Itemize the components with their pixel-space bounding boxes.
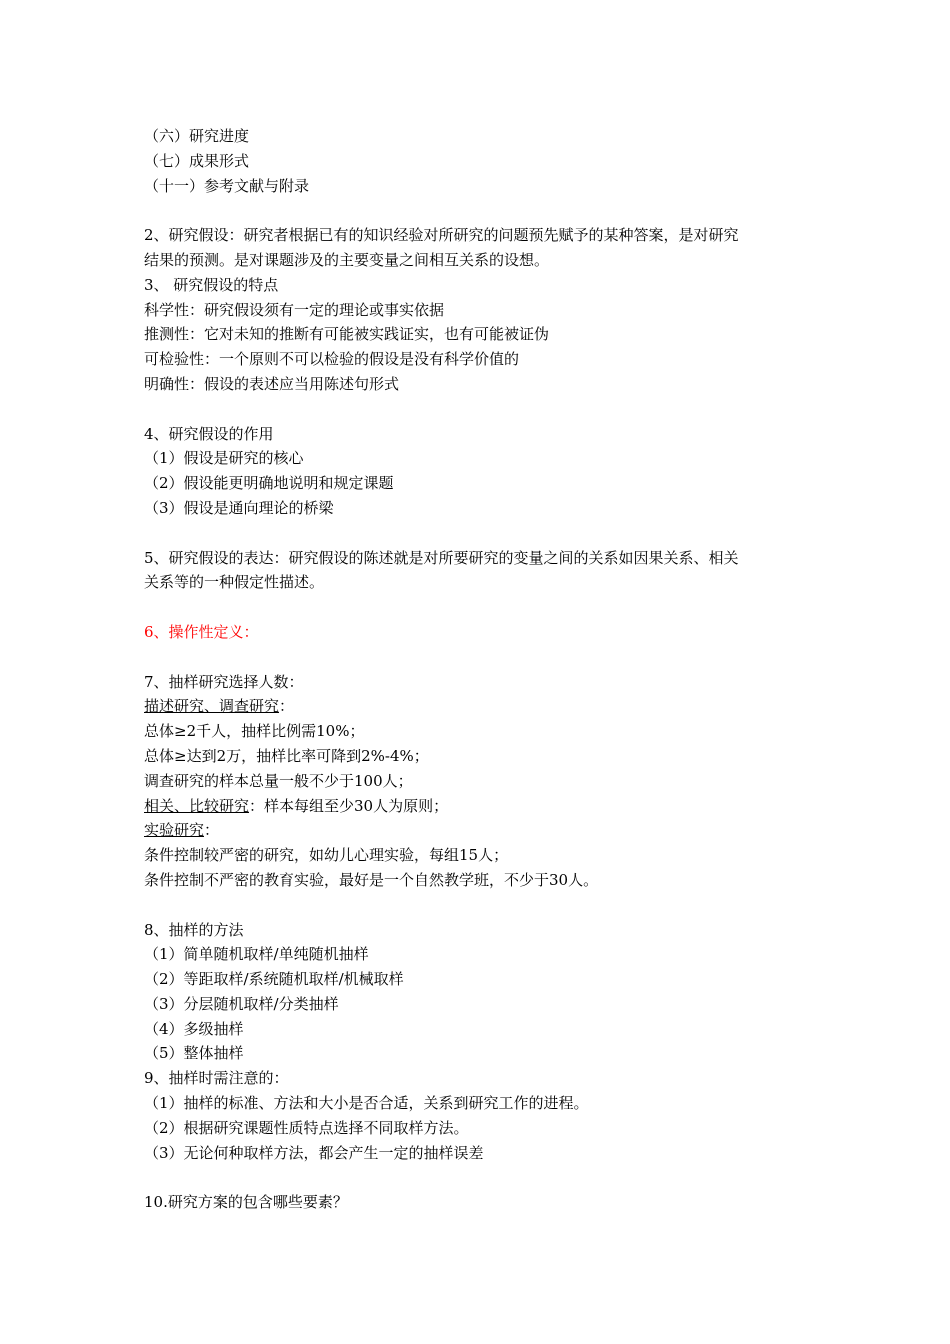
sampling-method-1: （1）简单随机取样/单纯随机抽样 — [144, 945, 369, 964]
feature-scientific: 科学性：研究假设须有一定的理论或事实依据 — [144, 300, 445, 319]
hypothesis-expression-line-2: 关系等的一种假定性描述。 — [144, 573, 325, 592]
correlational-research-line: 相关、比较研究：样本每组至少30人为原则； — [144, 796, 449, 815]
text-column — [144, 124, 824, 1215]
sampling-note-2: （2）根据研究课题性质特点选择不同取样方法。 — [144, 1118, 469, 1137]
sample-rule-1: 总体≥2千人，抽样比例需10%； — [144, 722, 365, 741]
sample-size-heading: 7、抽样研究选择人数： — [144, 672, 304, 691]
heading-result-form: （七）成果形式 — [144, 151, 250, 170]
sampling-method-5: （5）整体抽样 — [144, 1044, 244, 1063]
experimental-research-line: 实验研究： — [144, 821, 220, 840]
feature-speculative: 推测性：它对未知的推断有可能被实践证实，也有可能被证伪 — [144, 325, 550, 344]
role-item-3: （3）假设是通向理论的桥梁 — [144, 498, 334, 517]
sampling-methods-heading: 8、抽样的方法 — [144, 920, 244, 939]
sampling-note-3: （3）无论何种取样方法，都会产生一定的抽样误差 — [144, 1143, 484, 1162]
descriptive-research-line: 描述研究、调查研究： — [144, 697, 295, 716]
sampling-note-1: （1）抽样的标准、方法和大小是否合适，关系到研究工作的进程。 — [144, 1094, 589, 1113]
sample-rule-3: 调查研究的样本总量一般不少于100人； — [144, 771, 413, 790]
sampling-method-3: （3）分层随机取样/分类抽样 — [144, 994, 339, 1013]
sample-rule-4: 条件控制较严密的研究，如幼儿心理实验，每组15人； — [144, 846, 509, 865]
operational-definition-heading: 6、操作性定义： — [144, 622, 259, 641]
heading-research-schedule: （六）研究进度 — [144, 127, 250, 145]
sampling-method-2: （2）等距取样/系统随机取样/机械取样 — [144, 970, 404, 989]
hypothesis-features-heading: 3、 研究假设的特点 — [144, 275, 279, 294]
feature-testable: 可检验性：一个原则不可以检验的假设是没有科学价值的 — [144, 350, 520, 369]
hypothesis-role-heading: 4、研究假设的作用 — [144, 424, 274, 443]
feature-clear: 明确性：假设的表述应当用陈述句形式 — [144, 374, 400, 393]
sample-rule-5: 条件控制不严密的教育实验，最好是一个自然教学班，不少于30人。 — [144, 870, 599, 889]
heading-references: （十一）参考文献与附录 — [144, 176, 310, 195]
sampling-method-4: （4）多级抽样 — [144, 1019, 244, 1038]
experimental-research-term: 实验研究 — [144, 821, 205, 840]
sample-rule-2: 总体≥达到2万，抽样比率可降到2%-4%； — [144, 746, 429, 765]
research-plan-question: 10.研究方案的包含哪些要素？ — [144, 1193, 348, 1212]
hypothesis-definition-line-1: 2、研究假设：研究者根据已有的知识经验对所研究的问题预先赋予的某种答案，是对研究 — [144, 226, 739, 245]
descriptive-research-term: 描述研究、调查研究 — [144, 697, 280, 716]
sampling-notes-heading: 9、抽样时需注意的： — [144, 1069, 289, 1088]
hypothesis-expression-line-1: 5、研究假设的表达：研究假设的陈述就是对所要研究的变量之间的关系如因果关系、相关 — [144, 548, 739, 567]
hypothesis-definition-line-2: 结果的预测。是对课题涉及的主要变量之间相互关系的设想。 — [144, 250, 550, 269]
correlational-research-term: 相关、比较研究 — [144, 796, 250, 815]
role-item-1: （1）假设是研究的核心 — [144, 449, 304, 468]
role-item-2: （2）假设能更明确地说明和规定课题 — [144, 474, 394, 493]
